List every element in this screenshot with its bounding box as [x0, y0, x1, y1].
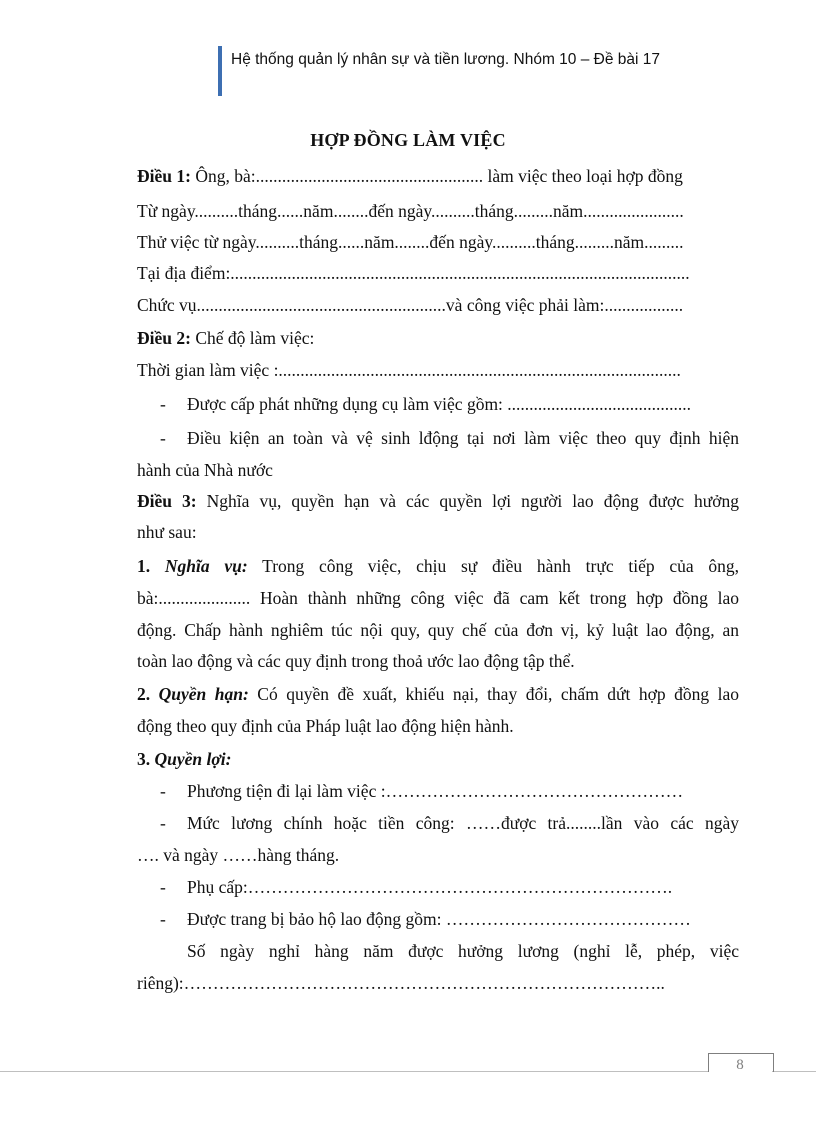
benefit-item-4	[160, 908, 739, 930]
benefit-item-3	[160, 876, 739, 898]
bullet-dash: -	[160, 428, 166, 448]
article3-heading-cont: như sau:	[137, 522, 197, 542]
article1-label: Điều 1:	[137, 166, 191, 186]
benefit1-text: Phương tiện đi lại làm việc :……………………………………………	[187, 781, 684, 801]
page-number: 8	[736, 1057, 744, 1073]
footer-rule-right	[772, 1071, 816, 1072]
benefits-heading	[137, 748, 739, 770]
benefit2-text: Mức lương chính hoặc tiền công: ……được trả........lần vào các ngày	[187, 813, 739, 833]
article2-bullet2-cont: hành của Nhà nước	[137, 460, 273, 480]
article3-heading-text: Nghĩa vụ, quyền hạn và các quyền lợi người lao động được hưởng	[196, 491, 739, 511]
article1-line4: Tại địa điểm:.........................................................................................................	[137, 263, 690, 283]
article3-label: Điều 3:	[137, 491, 197, 511]
benefit4-text: Được trang bị bảo hộ lao động gồm: ……………………………………	[187, 909, 691, 929]
bullet-dash: -	[160, 877, 166, 897]
benefit-item-1	[160, 780, 739, 802]
article2-heading	[137, 327, 739, 349]
article2-hours: Thời gian làm việc :............................................................................................	[137, 360, 681, 380]
benefit-item-2	[160, 812, 739, 834]
article2-label: Điều 2:	[137, 328, 191, 348]
article1-line1	[137, 165, 739, 187]
duty-line1	[137, 555, 739, 577]
leave-line1: Số ngày nghỉ hàng năm được hưởng lương (nghỉ lễ, phép, việc	[187, 941, 739, 961]
header-text: Hệ thống quản lý nhân sự và tiền lương. Nhóm 10 – Đề bài 17	[231, 51, 661, 68]
benefit-item-2-cont: …. và ngày ……hàng tháng.	[137, 845, 340, 865]
article1-line3: Thử việc từ ngày..........tháng......năm........đến ngày..........tháng.........năm.........	[137, 232, 684, 252]
duty-label: Nghĩa vụ:	[164, 556, 248, 576]
rights-line1	[137, 683, 739, 705]
bullet-dash: -	[160, 813, 166, 833]
article1-text1: Ông, bà:.................................................... làm việc theo loại hợp đồng	[190, 166, 683, 186]
rights-label: Quyền hạn:	[158, 684, 249, 704]
rights-line2: động theo quy định của Pháp luật lao động hiện hành.	[137, 716, 514, 736]
leave-line2: riêng):………………………………………………………………………..	[137, 973, 665, 993]
benefits-number: 3.	[137, 749, 151, 769]
page-header	[218, 46, 660, 96]
bullet-dash: -	[160, 909, 166, 929]
rights-number: 2.	[137, 684, 151, 704]
article1-line5: Chức vụ.........................................................và công việc phải làm:..................	[137, 295, 684, 315]
article2-bullet2	[160, 427, 739, 449]
rights-text1: Có quyền đề xuất, khiếu nại, thay đổi, chấm dứt hợp đồng lao	[248, 684, 739, 704]
duty-line3: động. Chấp hành nghiêm túc nội quy, quy chế của đơn vị, kỷ luật lao động, an	[137, 620, 739, 640]
duty-text1: Trong công việc, chịu sự điều hành trực tiếp của ông,	[247, 556, 739, 576]
article1-line2: Từ ngày..........tháng......năm........đến ngày..........tháng.........năm.......................	[137, 201, 684, 221]
benefits-label: Quyền lợi:	[154, 749, 232, 769]
article2-bullet1-text: Được cấp phát những dụng cụ làm việc gồm: ..........................................	[187, 394, 692, 414]
bullet-dash: -	[160, 394, 166, 414]
document-title: HỢP ĐỒNG LÀM VIỆC	[310, 130, 506, 150]
bullet-dash: -	[160, 781, 166, 801]
duty-line2: bà:..................... Hoàn thành những công việc đã cam kết trong hợp đồng lao	[137, 588, 739, 608]
benefit3-text: Phụ cấp:……………………………………………………………….	[187, 877, 673, 897]
article3-heading	[137, 490, 739, 512]
duty-number: 1.	[137, 556, 151, 576]
article2-heading-text: Chế độ làm việc:	[190, 328, 315, 348]
footer-rule	[0, 1071, 708, 1072]
duty-line4: toàn lao động và các quy định trong thoả ước lao động tập thể.	[137, 651, 575, 671]
article2-bullet1	[160, 393, 739, 415]
article2-bullet2-text: Điều kiện an toàn và vệ sinh lđộng tại nơi làm việc theo quy định hiện	[187, 428, 739, 448]
